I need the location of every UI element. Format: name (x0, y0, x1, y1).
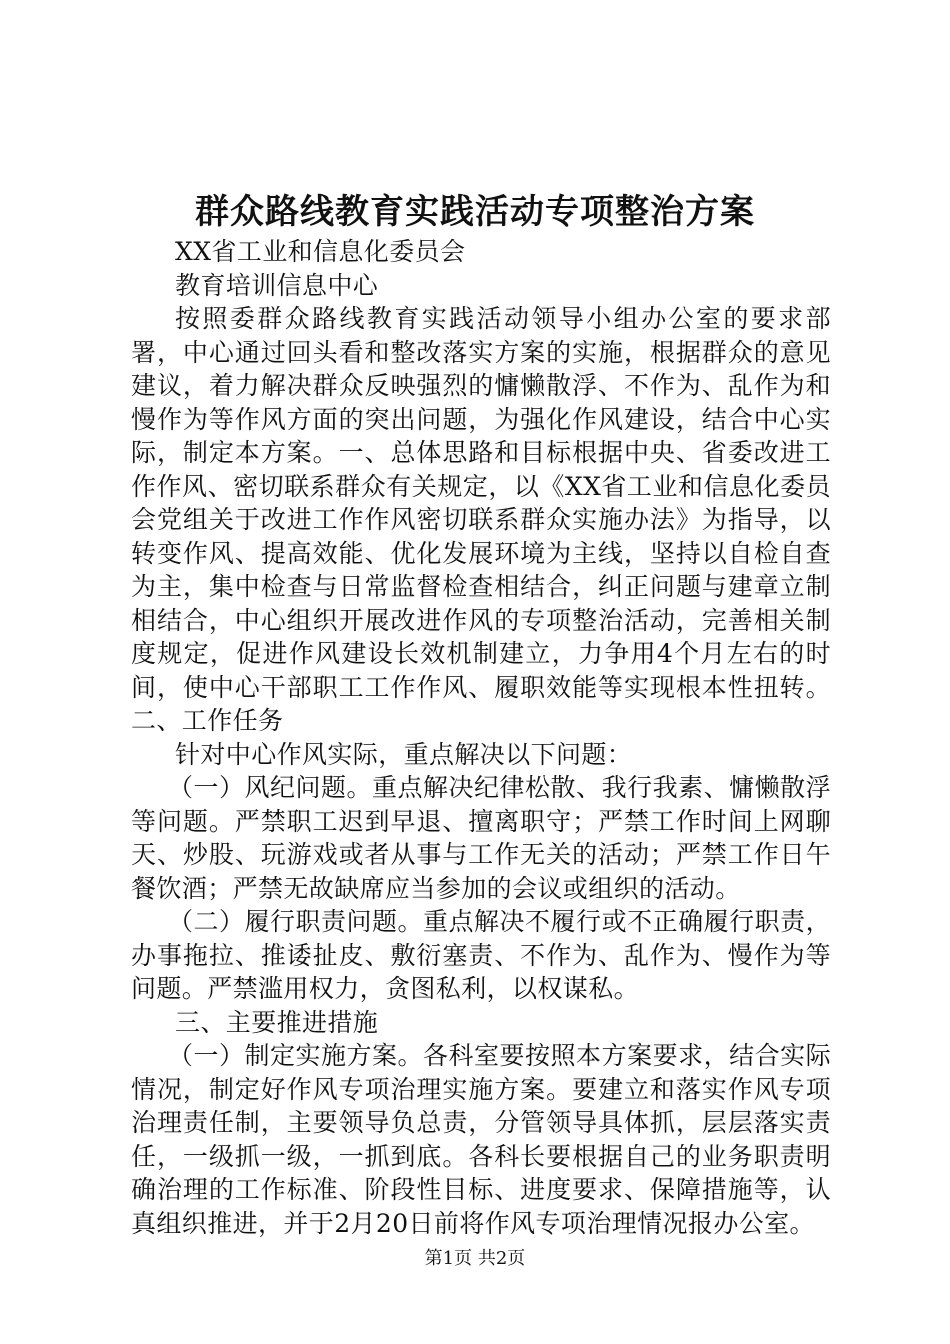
page-footer: 第1页 共2页 (424, 1248, 526, 1269)
paragraph-problems-lead: 针对中心作风实际，重点解决以下问题： (175, 739, 633, 769)
organization-line: XX省工业和信息化委员会 (175, 237, 466, 266)
paragraph-intro: 按照委群众路线教育实践活动领导小组办公室的要求部署，中心通过回头看和整改落实方案的实施，根据群众的意见建议，着力解决群众反映强烈的慵懒散浮、不作为、乱作为和慢作为等作风方面的突出问题，为强化作风建设，结合中心实际，制定本方案。一、总体思路和目标根据中央、省委改进工作作风、密切联系群众有关规定，以《XX省工业和信息化委员会党组关于改进工作作风密切联系群众实施办法》为指导，以转变作风、提高效能、优化发展环境为主线，坚持以自检自查为主，集中检查与日常监督检查相结合，纠正问题与建章立制相结合，中心组织开展改进作风的专项整治活动，完善相关制度规定，促进作风建设长效机制建立，力争用4个月左右的时间，使中心干部职工工作作风、履职效能等实现根本性扭转。二、工作任务 (131, 304, 831, 735)
paragraph-duties: （二）履行职责问题。重点解决不履行或不正确履行职责，办事拖拉、推诿扯皮、敷衍塞责、不作为、乱作为、慢作为等问题。严禁滥用权力，贪图私利，以权谋私。 (131, 907, 831, 1003)
paragraph-discipline: （一）风纪问题。重点解决纪律松散、我行我素、慵懒散浮等问题。严禁职工迟到早退、擅离职守；严禁工作时间上网聊天、炒股、玩游戏或者从事与工作无关的活动；严禁工作日午餐饮酒；严禁无故缺席应当参加的会议或组织的活动。 (131, 773, 831, 903)
section-heading-measures: 三、主要推进措施 (175, 1007, 379, 1037)
paragraph-implementation-plan: （一）制定实施方案。各科室要按照本方案要求，结合实际情况，制定好作风专项治理实施方案。要建立和落实作风专项治理责任制，主要领导负总责，分管领导具体抓，层层落实责任，一级抓一级，一抓到底。各科长要根据自己的业务职责明确治理的工作标准、阶段性目标、进度要求、保障措施等，认真组织推进，并于2月20日前将作风专项治理情况报办公室。 (131, 1041, 831, 1238)
document-title: 群众路线教育实践活动专项整治方案 (195, 192, 755, 232)
department-line: 教育培训信息中心 (175, 270, 379, 300)
document-body (131, 235, 831, 1240)
